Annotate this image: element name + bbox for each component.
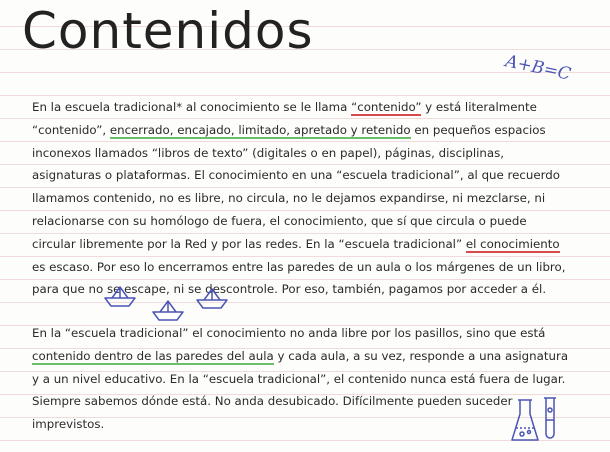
p1-text-2: y está literalmente “contenido”, (32, 100, 537, 137)
p1-text-1: En la escuela tradicional* al conocimiento se le llama (32, 100, 352, 114)
formula-doodle: A+B=C (503, 51, 573, 85)
paper-boat-icon (197, 289, 227, 308)
p1-underline-adjectives: encerrado, encajado, limitado, apretado y retenido (109, 122, 411, 137)
paper-boat-icon (153, 301, 183, 320)
p1-underline-conocimiento: el conocimiento (465, 236, 560, 251)
page-title: Contenidos (22, 2, 314, 60)
lab-doodle (510, 396, 560, 446)
paragraph-2 (32, 322, 572, 436)
paragraph-1 (32, 96, 572, 301)
p2-underline-paredes: contenido dentro de las paredes del aula (32, 348, 274, 363)
lab-flask-icon (512, 400, 538, 440)
paper-boat-icon (105, 287, 135, 306)
p1-underline-contenido: “contenido” (351, 100, 422, 114)
p1-text-3: en pequeños espacios inconexos llamados “libros de texto” (digitales o en papel), páginas, disciplinas, asignaturas o plataformas. El conocimiento en una “escuela tradicional”, al que recuerdo llamamos contenido, no es libre, no circula, no le dejamos expandirse, ni mezclarse, ni relacionarse con su homólogo de fuera, el conocimiento, que sí que circula o puede circular libremente por la Red y por las redes. En la “escuela tradicional” (32, 122, 560, 251)
p2-text-1: En la “escuela tradicional” el conocimiento no anda libre por los pasillos, sino que está (32, 326, 546, 340)
p1-text-4: es escaso. Por eso lo encerramos entre las paredes de un aula o los márgenes de un libro, para que no se escape, ni se descontrole. Por eso, también, pagamos por acceder a él. (32, 259, 566, 297)
paper-boats-doodle (100, 284, 240, 324)
p2-text-2: y cada aula, a su vez, responde a una asignatura y a un nivel educativo. En la “escuela tradicional”, el contenido nunca está fuera de lugar. Siempre sabemos dónde está. No anda desubicado. Difícilmente pueden suceder imprevistos. (32, 348, 569, 432)
test-tube-icon (544, 398, 556, 438)
